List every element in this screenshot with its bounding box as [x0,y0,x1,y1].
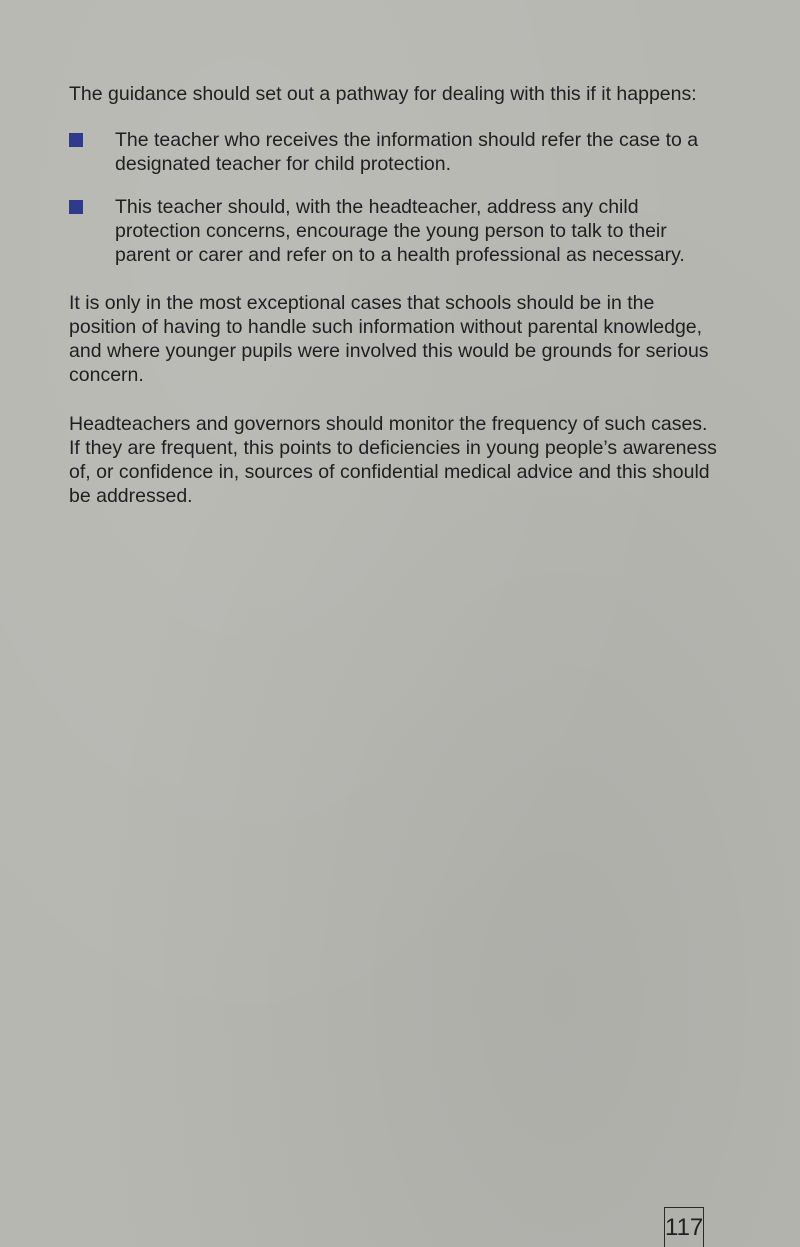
intro-paragraph: The guidance should set out a pathway for dealing with this if it happens: [69,83,697,105]
body-paragraph: It is only in the most exceptional cases that schools should be in the position of having to handle such information without parental knowledge, and where younger pupils were involved this would be grounds for serious concern. [69,292,709,386]
bullet-text: This teacher should, with the headteacher, address any child protection concerns, encourage the young person to talk to their parent or carer and refer on to a health professional as necessary. [115,196,685,266]
body-paragraph: Headteachers and governors should monitor the frequency of such cases. If they are frequent, this points to deficiencies in young people’s awareness of, or confidence in, sources of confidential medical advice and this should be addressed. [69,413,717,507]
square-bullet-icon [69,200,83,214]
document-body [69,82,719,508]
bullet-item [69,128,719,176]
square-bullet-icon [69,133,83,147]
bullet-text: The teacher who receives the information should refer the case to a designated teacher for child protection. [115,129,699,175]
bullet-item [69,195,719,267]
page-number: 117 [664,1207,704,1247]
bullet-list [69,128,719,267]
